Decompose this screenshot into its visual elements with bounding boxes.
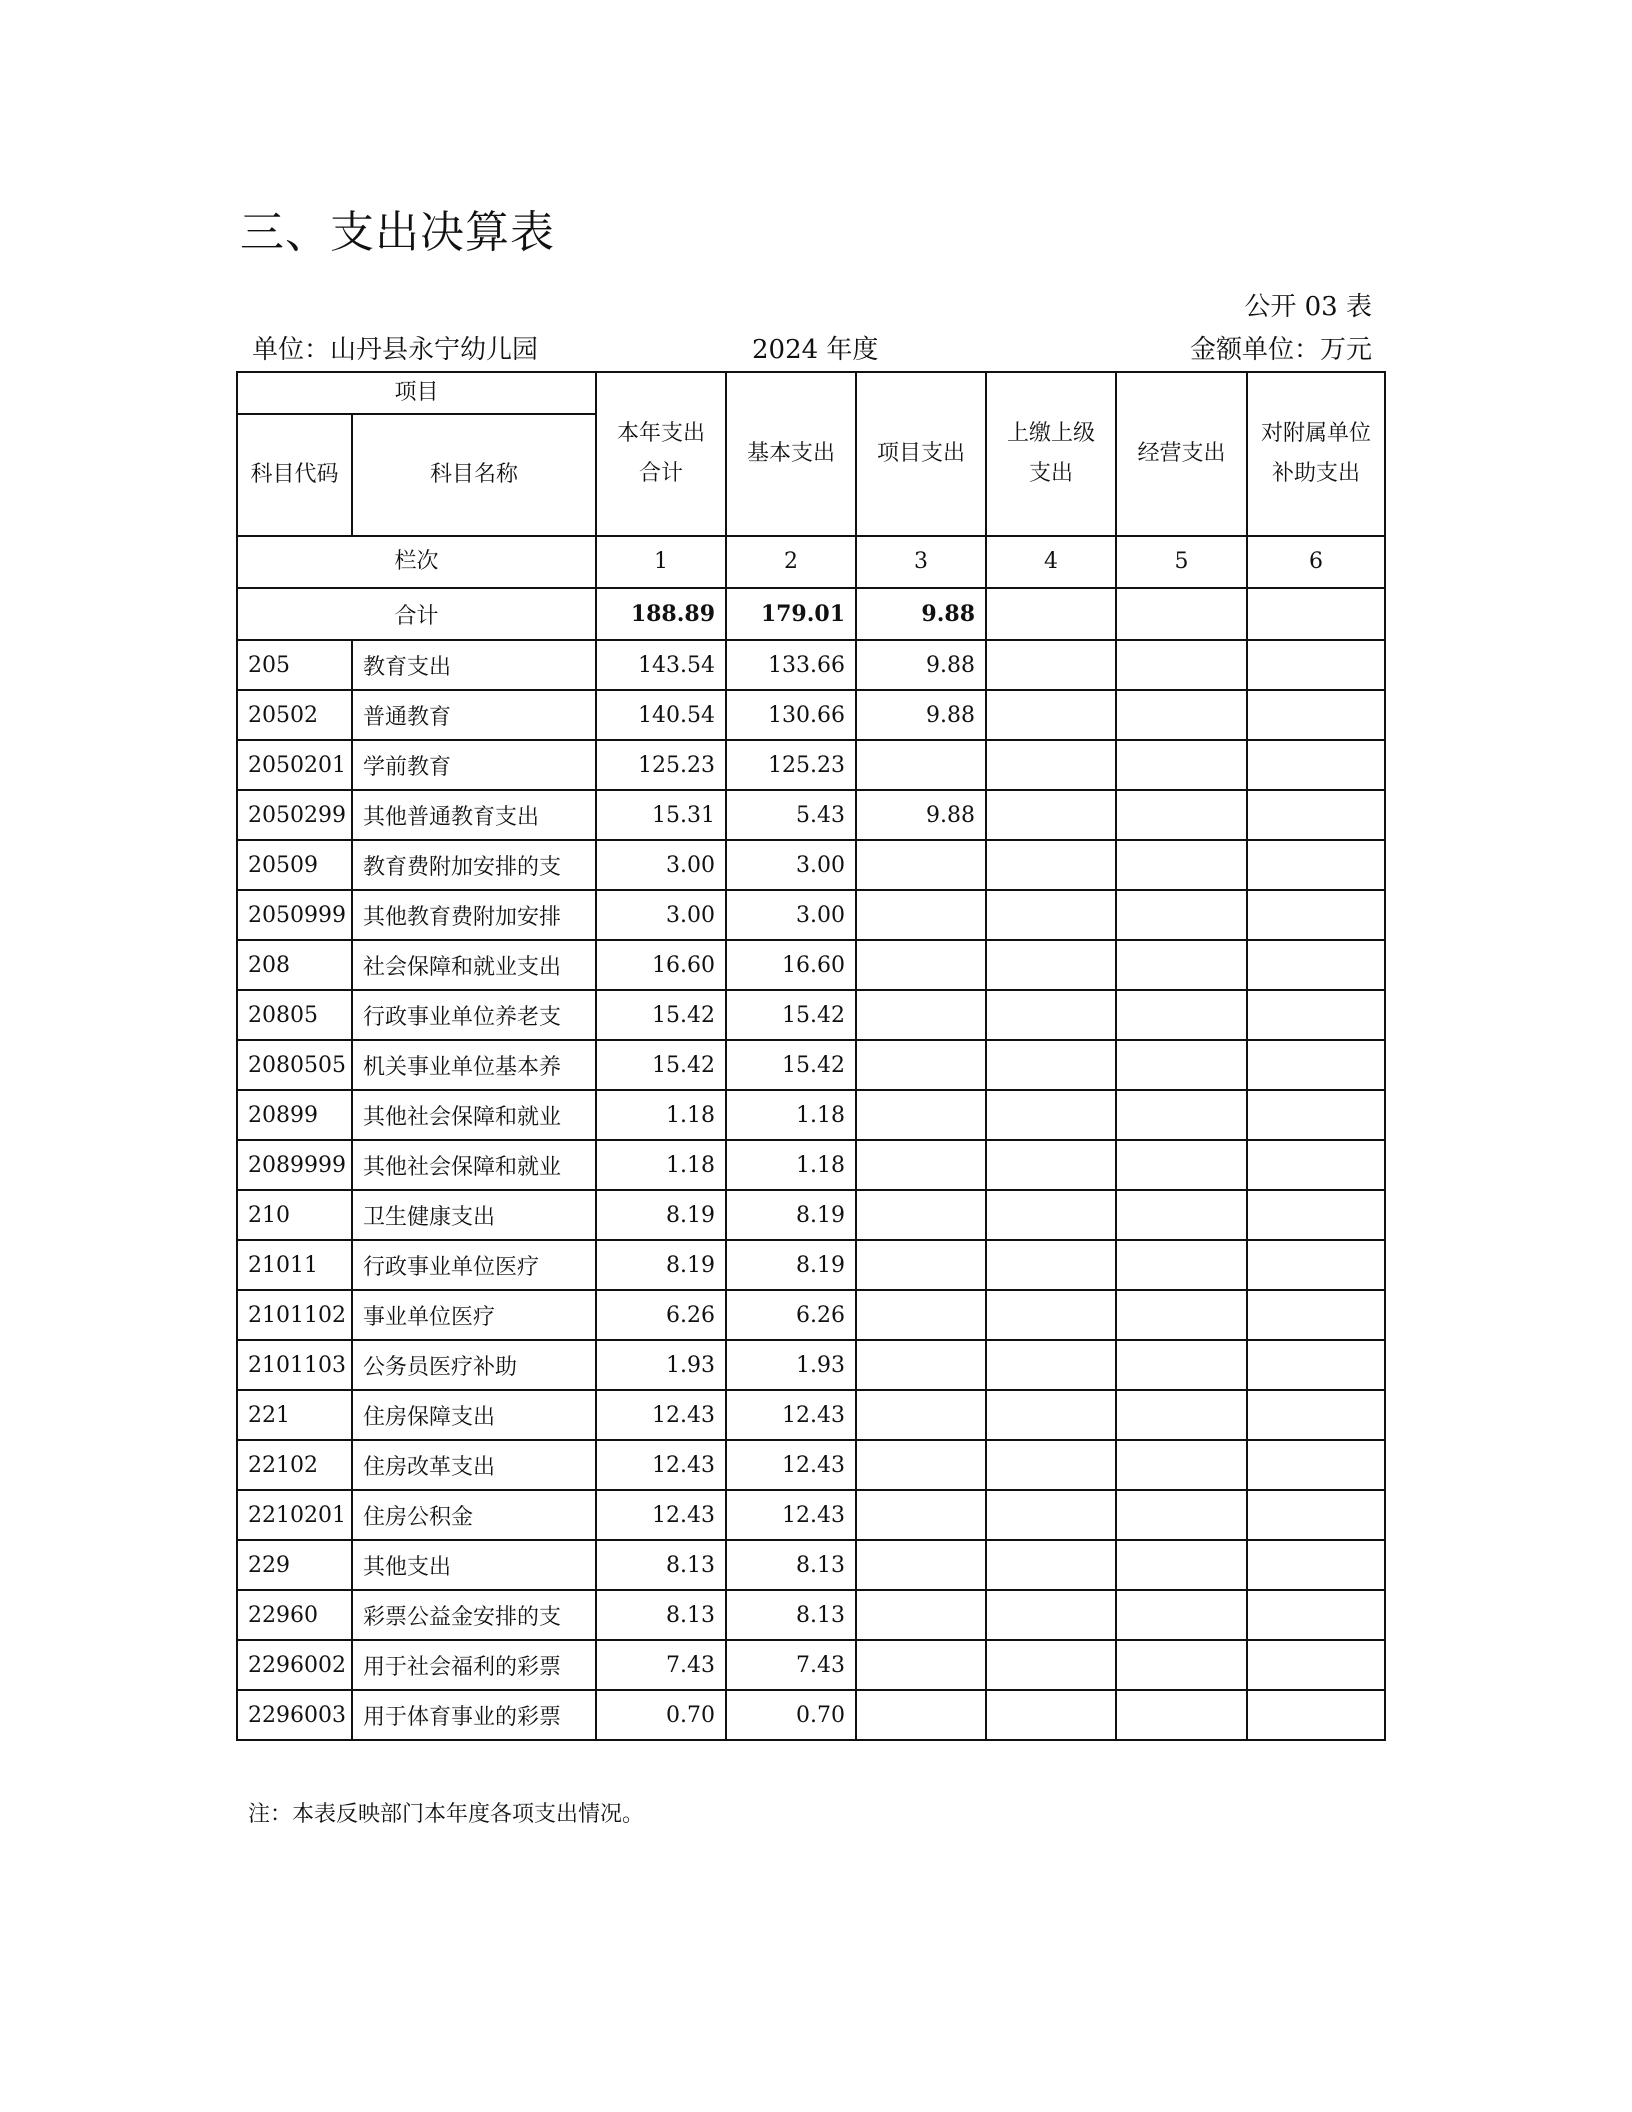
amount-cell xyxy=(856,1290,986,1340)
amount-cell xyxy=(1116,640,1247,690)
amount-unit-label: 金额单位：万元 xyxy=(1189,335,1372,365)
subject-code-cell: 2101102 xyxy=(237,1290,352,1340)
amount-cell xyxy=(986,790,1116,840)
amount-cell xyxy=(986,1290,1116,1340)
amount-cell xyxy=(986,990,1116,1040)
amount-cell: 12.43 xyxy=(726,1440,856,1490)
amount-cell: 0.70 xyxy=(596,1690,726,1740)
amount-cell: 8.19 xyxy=(726,1190,856,1240)
subject-name-cell: 其他社会保障和就业 xyxy=(352,1140,596,1190)
total-cell xyxy=(986,588,1116,640)
subject-code-cell: 205 xyxy=(237,640,352,690)
subject-name-cell: 住房改革支出 xyxy=(352,1440,596,1490)
subject-code-cell: 2101103 xyxy=(237,1340,352,1390)
amount-cell xyxy=(856,740,986,790)
amount-cell xyxy=(856,1590,986,1640)
lanci-label: 栏次 xyxy=(237,536,596,588)
header-code: 科目代码 xyxy=(237,414,352,536)
amount-cell: 12.43 xyxy=(726,1390,856,1440)
table-note: 注：本表反映部门本年度各项支出情况。 xyxy=(248,1802,645,1827)
amount-cell: 1.93 xyxy=(726,1340,856,1390)
subject-name-cell: 机关事业单位基本养 xyxy=(352,1040,596,1090)
amount-cell: 3.00 xyxy=(596,840,726,890)
amount-cell xyxy=(986,1440,1116,1490)
subject-name-cell: 住房保障支出 xyxy=(352,1390,596,1440)
lanci-num: 3 xyxy=(856,536,986,588)
header-col-remit: 上缴上级支出 xyxy=(986,372,1116,536)
amount-cell: 8.19 xyxy=(726,1240,856,1290)
amount-cell xyxy=(1247,1190,1385,1240)
unit-line xyxy=(252,332,1372,368)
amount-cell xyxy=(856,1240,986,1290)
amount-cell xyxy=(1247,1690,1385,1740)
subject-code-cell: 2050201 xyxy=(237,740,352,790)
table-row xyxy=(237,1190,1385,1240)
subject-name-cell: 学前教育 xyxy=(352,740,596,790)
table-row xyxy=(237,1440,1385,1490)
header-col-total: 本年支出合计 xyxy=(596,372,726,536)
amount-cell xyxy=(856,1490,986,1540)
amount-cell: 1.18 xyxy=(726,1140,856,1190)
amount-cell xyxy=(856,1140,986,1190)
amount-cell xyxy=(1116,1690,1247,1740)
amount-cell: 8.19 xyxy=(596,1240,726,1290)
amount-cell: 9.88 xyxy=(856,640,986,690)
unit-label: 单位：山丹县永宁幼儿园 xyxy=(252,335,539,365)
amount-cell xyxy=(986,690,1116,740)
amount-cell xyxy=(1116,890,1247,940)
amount-cell xyxy=(856,1390,986,1440)
table-row xyxy=(237,790,1385,840)
amount-cell: 125.23 xyxy=(726,740,856,790)
amount-cell xyxy=(1247,1440,1385,1490)
amount-cell xyxy=(1247,740,1385,790)
amount-cell xyxy=(986,1390,1116,1440)
subject-name-cell: 住房公积金 xyxy=(352,1490,596,1540)
amount-cell: 3.00 xyxy=(726,890,856,940)
subject-code-cell: 20502 xyxy=(237,690,352,740)
amount-cell xyxy=(1247,1240,1385,1290)
lanci-row xyxy=(237,536,1385,588)
amount-cell xyxy=(1247,1340,1385,1390)
amount-cell: 143.54 xyxy=(596,640,726,690)
amount-cell: 0.70 xyxy=(726,1690,856,1740)
year-label: 2024 年度 xyxy=(752,335,879,365)
subject-name-cell: 其他教育费附加安排 xyxy=(352,890,596,940)
amount-cell xyxy=(1247,1040,1385,1090)
amount-cell: 3.00 xyxy=(596,890,726,940)
amount-cell: 125.23 xyxy=(596,740,726,790)
subject-name-cell: 普通教育 xyxy=(352,690,596,740)
amount-cell xyxy=(986,1090,1116,1140)
amount-cell xyxy=(1247,890,1385,940)
amount-cell xyxy=(986,1190,1116,1240)
amount-cell: 133.66 xyxy=(726,640,856,690)
amount-cell: 12.43 xyxy=(596,1390,726,1440)
amount-cell: 7.43 xyxy=(596,1640,726,1690)
amount-cell xyxy=(1247,1290,1385,1340)
table-row xyxy=(237,990,1385,1040)
amount-cell xyxy=(1247,690,1385,740)
amount-cell xyxy=(1247,1140,1385,1190)
table-row xyxy=(237,640,1385,690)
subject-code-cell: 20899 xyxy=(237,1090,352,1140)
subject-name-cell: 其他普通教育支出 xyxy=(352,790,596,840)
amount-cell xyxy=(986,1490,1116,1540)
amount-cell: 12.43 xyxy=(726,1490,856,1540)
amount-cell xyxy=(986,940,1116,990)
amount-cell xyxy=(986,890,1116,940)
amount-cell xyxy=(1247,1090,1385,1140)
amount-cell: 1.18 xyxy=(596,1090,726,1140)
amount-cell xyxy=(1116,1340,1247,1390)
table-row xyxy=(237,1640,1385,1690)
amount-cell xyxy=(856,1340,986,1390)
total-label: 合计 xyxy=(237,588,596,640)
amount-cell xyxy=(1116,990,1247,1040)
amount-cell: 15.42 xyxy=(596,990,726,1040)
subject-code-cell: 2210201 xyxy=(237,1490,352,1540)
amount-cell xyxy=(856,1090,986,1140)
table-row xyxy=(237,1140,1385,1190)
amount-cell xyxy=(856,1440,986,1490)
expense-table xyxy=(236,371,1386,1741)
amount-cell xyxy=(986,1140,1116,1190)
amount-cell: 6.26 xyxy=(726,1290,856,1340)
amount-cell: 12.43 xyxy=(596,1440,726,1490)
total-cell: 9.88 xyxy=(856,588,986,640)
amount-cell xyxy=(1116,1140,1247,1190)
subject-code-cell: 2050999 xyxy=(237,890,352,940)
amount-cell xyxy=(1247,1490,1385,1540)
subject-name-cell: 其他社会保障和就业 xyxy=(352,1090,596,1140)
form-code: 公开 03 表 xyxy=(1244,292,1372,322)
amount-cell xyxy=(856,890,986,940)
amount-cell xyxy=(1116,1490,1247,1540)
total-cell xyxy=(1116,588,1247,640)
amount-cell: 1.18 xyxy=(596,1140,726,1190)
subject-name-cell: 行政事业单位医疗 xyxy=(352,1240,596,1290)
amount-cell xyxy=(986,1040,1116,1090)
amount-cell xyxy=(856,990,986,1040)
amount-cell xyxy=(856,1690,986,1740)
amount-cell: 15.31 xyxy=(596,790,726,840)
amount-cell xyxy=(1247,640,1385,690)
subject-code-cell: 22102 xyxy=(237,1440,352,1490)
amount-cell xyxy=(856,1640,986,1690)
lanci-num: 4 xyxy=(986,536,1116,588)
amount-cell xyxy=(1116,1040,1247,1090)
table-row xyxy=(237,740,1385,790)
amount-cell xyxy=(1247,1540,1385,1590)
amount-cell: 8.13 xyxy=(596,1540,726,1590)
amount-cell: 8.13 xyxy=(726,1590,856,1640)
amount-cell xyxy=(986,1690,1116,1740)
amount-cell: 3.00 xyxy=(726,840,856,890)
amount-cell: 1.93 xyxy=(596,1340,726,1390)
amount-cell: 1.18 xyxy=(726,1090,856,1140)
subject-code-cell: 221 xyxy=(237,1390,352,1440)
subject-name-cell: 卫生健康支出 xyxy=(352,1190,596,1240)
subject-code-cell: 210 xyxy=(237,1190,352,1240)
page-title: 三、支出决算表 xyxy=(240,207,555,258)
amount-cell xyxy=(986,1340,1116,1390)
subject-code-cell: 2080505 xyxy=(237,1040,352,1090)
table-row xyxy=(237,1540,1385,1590)
amount-cell xyxy=(856,1540,986,1590)
table-row xyxy=(237,1290,1385,1340)
header-name: 科目名称 xyxy=(352,414,596,536)
amount-cell: 140.54 xyxy=(596,690,726,740)
amount-cell: 15.42 xyxy=(596,1040,726,1090)
amount-cell xyxy=(986,1540,1116,1590)
amount-cell xyxy=(1116,1540,1247,1590)
total-cell: 188.89 xyxy=(596,588,726,640)
table-row xyxy=(237,1240,1385,1290)
table-row xyxy=(237,1040,1385,1090)
amount-cell xyxy=(1247,990,1385,1040)
subject-code-cell: 21011 xyxy=(237,1240,352,1290)
subject-code-cell: 2089999 xyxy=(237,1140,352,1190)
amount-cell xyxy=(986,840,1116,890)
table-row xyxy=(237,890,1385,940)
subject-name-cell: 公务员医疗补助 xyxy=(352,1340,596,1390)
subject-code-cell: 229 xyxy=(237,1540,352,1590)
subject-name-cell: 其他支出 xyxy=(352,1540,596,1590)
subject-name-cell: 社会保障和就业支出 xyxy=(352,940,596,990)
amount-cell xyxy=(856,940,986,990)
amount-cell xyxy=(1247,1640,1385,1690)
amount-cell xyxy=(1116,740,1247,790)
amount-cell xyxy=(1116,1290,1247,1340)
amount-cell xyxy=(1116,1190,1247,1240)
amount-cell: 5.43 xyxy=(726,790,856,840)
amount-cell: 15.42 xyxy=(726,1040,856,1090)
subject-code-cell: 2296003 xyxy=(237,1690,352,1740)
amount-cell: 7.43 xyxy=(726,1640,856,1690)
subject-name-cell: 教育支出 xyxy=(352,640,596,690)
amount-cell xyxy=(1247,790,1385,840)
amount-cell: 6.26 xyxy=(596,1290,726,1340)
amount-cell xyxy=(1116,1590,1247,1640)
amount-cell: 16.60 xyxy=(596,940,726,990)
subject-name-cell: 用于社会福利的彩票 xyxy=(352,1640,596,1690)
header-col-project: 项目支出 xyxy=(856,372,986,536)
lanci-num: 2 xyxy=(726,536,856,588)
amount-cell: 12.43 xyxy=(596,1490,726,1540)
subject-name-cell: 行政事业单位养老支 xyxy=(352,990,596,1040)
amount-cell: 8.13 xyxy=(596,1590,726,1640)
subject-name-cell: 彩票公益金安排的支 xyxy=(352,1590,596,1640)
table-row xyxy=(237,1090,1385,1140)
amount-cell: 9.88 xyxy=(856,790,986,840)
total-cell xyxy=(1247,588,1385,640)
amount-cell xyxy=(1116,1390,1247,1440)
amount-cell xyxy=(1116,1240,1247,1290)
header-row-top xyxy=(237,372,1385,414)
amount-cell xyxy=(856,840,986,890)
amount-cell xyxy=(986,1240,1116,1290)
amount-cell: 9.88 xyxy=(856,690,986,740)
table-row xyxy=(237,1490,1385,1540)
subject-code-cell: 208 xyxy=(237,940,352,990)
amount-cell xyxy=(986,640,1116,690)
amount-cell xyxy=(1247,1590,1385,1640)
table-row xyxy=(237,1340,1385,1390)
amount-cell xyxy=(1116,790,1247,840)
table-row xyxy=(237,690,1385,740)
amount-cell xyxy=(986,1590,1116,1640)
amount-cell: 130.66 xyxy=(726,690,856,740)
amount-cell xyxy=(986,1640,1116,1690)
subject-name-cell: 教育费附加安排的支 xyxy=(352,840,596,890)
table-row xyxy=(237,1690,1385,1740)
total-cell: 179.01 xyxy=(726,588,856,640)
amount-cell xyxy=(1116,840,1247,890)
amount-cell xyxy=(1116,690,1247,740)
subject-name-cell: 用于体育事业的彩票 xyxy=(352,1690,596,1740)
amount-cell: 8.19 xyxy=(596,1190,726,1240)
amount-cell xyxy=(1247,940,1385,990)
amount-cell xyxy=(1116,1440,1247,1490)
lanci-num: 1 xyxy=(596,536,726,588)
table-row xyxy=(237,840,1385,890)
table-row xyxy=(237,940,1385,990)
header-col-basic: 基本支出 xyxy=(726,372,856,536)
subject-code-cell: 2050299 xyxy=(237,790,352,840)
amount-cell xyxy=(856,1190,986,1240)
header-col-operating: 经营支出 xyxy=(1116,372,1247,536)
header-item: 项目 xyxy=(237,372,596,414)
amount-cell xyxy=(1116,1640,1247,1690)
total-row xyxy=(237,588,1385,640)
header-col-subsidy: 对附属单位补助支出 xyxy=(1247,372,1385,536)
lanci-num: 6 xyxy=(1247,536,1385,588)
subject-code-cell: 20805 xyxy=(237,990,352,1040)
amount-cell: 15.42 xyxy=(726,990,856,1040)
amount-cell: 8.13 xyxy=(726,1540,856,1590)
table-row xyxy=(237,1590,1385,1640)
subject-code-cell: 20509 xyxy=(237,840,352,890)
amount-cell xyxy=(1247,840,1385,890)
table-row xyxy=(237,1390,1385,1440)
amount-cell xyxy=(986,740,1116,790)
amount-cell xyxy=(1116,940,1247,990)
lanci-num: 5 xyxy=(1116,536,1247,588)
amount-cell: 16.60 xyxy=(726,940,856,990)
subject-code-cell: 22960 xyxy=(237,1590,352,1640)
amount-cell xyxy=(1116,1090,1247,1140)
amount-cell xyxy=(1247,1390,1385,1440)
subject-code-cell: 2296002 xyxy=(237,1640,352,1690)
subject-name-cell: 事业单位医疗 xyxy=(352,1290,596,1340)
amount-cell xyxy=(856,1040,986,1090)
